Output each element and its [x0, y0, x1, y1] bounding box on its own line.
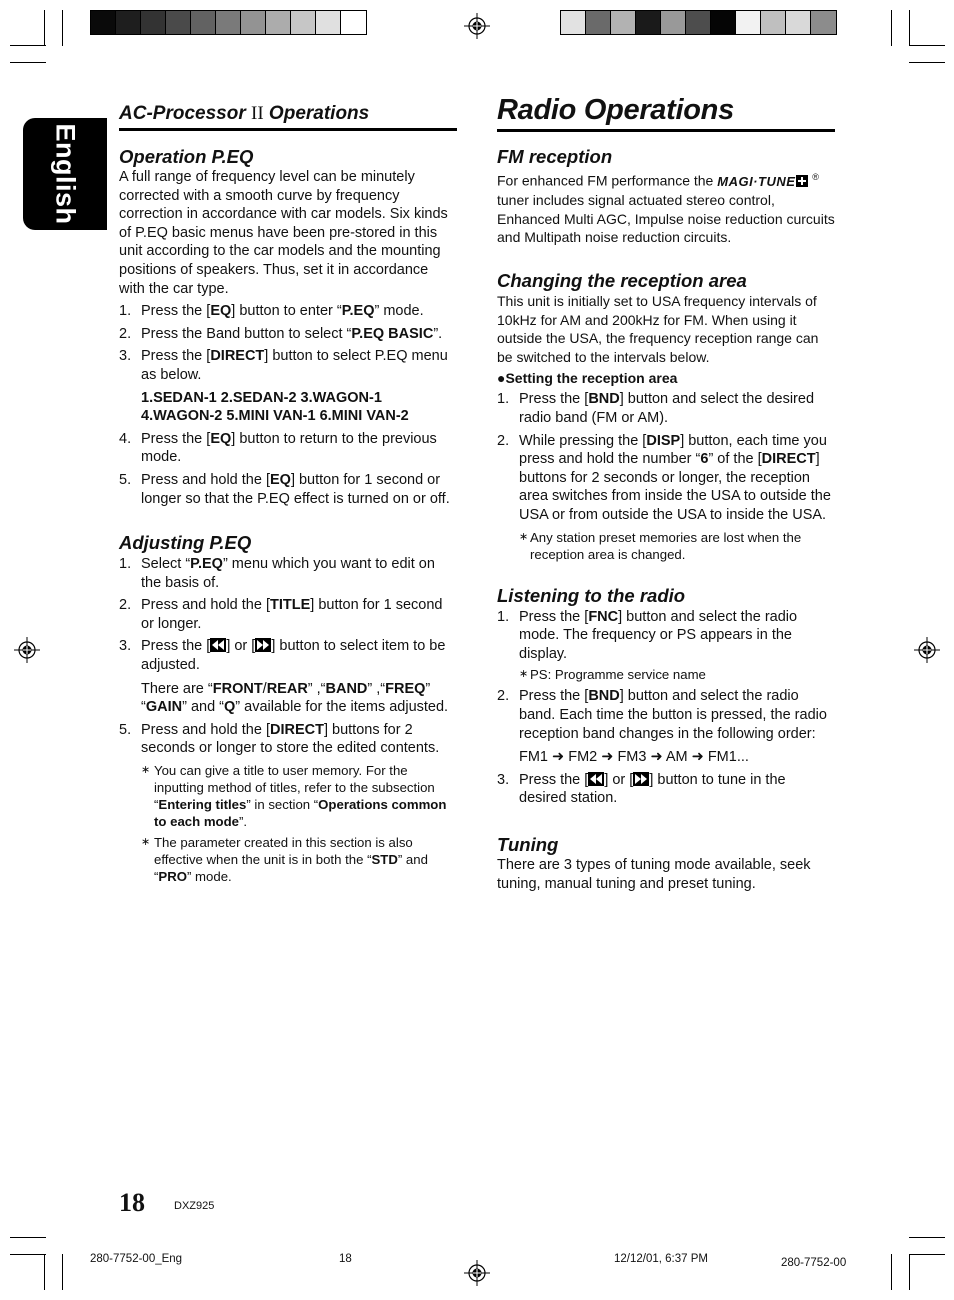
magi-tune-logo: MAGI·TUNE	[717, 173, 808, 191]
note: ∗ The parameter created in this section is also effective when the unit is in both the “STD” and “PRO” mode.	[141, 835, 428, 885]
footer-date: 12/12/01, 6:37 PM	[614, 1253, 708, 1265]
left-column	[119, 146, 457, 889]
color-swatch	[291, 11, 316, 34]
language-tab	[23, 118, 107, 230]
page-title: Radio Operations	[497, 94, 734, 126]
step-list	[497, 608, 837, 808]
list-item: 1. Press the [EQ] button to enter “P.EQ” mode.	[119, 303, 424, 320]
crop-mark	[10, 62, 46, 63]
crop-mark	[909, 45, 945, 46]
color-swatch	[586, 11, 611, 34]
color-swatch	[91, 11, 116, 34]
footer-file-name: 280-7752-00_Eng	[90, 1253, 183, 1265]
rewind-icon	[588, 772, 604, 786]
arrow-right-icon: ➜	[548, 749, 569, 766]
section-heading-listening: Listening to the radio	[497, 584, 686, 606]
list-item: 2. Press the [BND] button and select the radio band. Each time the button is pressed, the radio reception band changes in the following order: FM1 ➜ FM2 ➜ FM3 ➜ AM ➜ FM1...	[497, 687, 837, 766]
plus-box-icon	[796, 175, 808, 187]
fast-forward-icon	[255, 638, 271, 652]
list-item: 1. Press the [FNC] button and select the radio mode. The frequency or PS appears in the display. ∗ PS: Programme service name	[497, 608, 837, 684]
band-order	[519, 748, 837, 767]
list-item: 4. Press the [EQ] button to return to the previous mode.	[119, 430, 437, 466]
color-swatch	[711, 11, 736, 34]
crop-mark	[909, 1237, 945, 1238]
crop-mark	[891, 10, 892, 46]
section-subtitle: AC-Processor II Operations	[119, 103, 370, 124]
list-item: 2. Press the Band button to select “P.EQ BASIC”.	[119, 325, 443, 342]
footer-code: 280-7752-00	[781, 1257, 847, 1269]
paragraph: A full range of frequency level can be minutely corrected with a smooth curve by frequency correction in accordance with car models. Six kinds of P.EQ basic menus have been pre-stored in this unit according to the car models and the mounting positions of speakers. Thus, set it in accordance with the car type.	[119, 169, 448, 297]
band-label: FM1...	[707, 749, 749, 766]
step-list	[497, 390, 837, 524]
color-swatch	[761, 11, 786, 34]
color-swatch	[811, 11, 836, 34]
list-item: 2. While pressing the [DISP] button, each time you press and hold the number “6” of the [DIRECT] buttons for 2 seconds or longer, the reception area switches from inside the USA to outside the USA or from outside the USA to inside the USA.	[497, 432, 831, 523]
band-label: AM	[665, 749, 688, 766]
paragraph: This unit is initially set to USA frequency intervals of 10kHz for AM and 200kHz for FM. When using it outside the USA, the frequency reception range can be switched to the intervals below.	[497, 293, 819, 365]
model-number: DXZ925	[174, 1200, 215, 1212]
title-rule	[497, 129, 835, 132]
color-swatch	[341, 11, 366, 34]
crop-mark	[909, 10, 910, 46]
crop-mark	[44, 10, 45, 46]
band-label: FM3	[617, 749, 647, 766]
paragraph: For enhanced FM performance the MAGI·TUNE ® tuner includes signal actuated stereo control, Enhanced Multi AGC, Impulse noise reduction curcuits and Multipath noise reduction circuits.	[497, 172, 835, 245]
color-swatch	[141, 11, 166, 34]
note: ∗ PS: Programme service name	[519, 667, 706, 683]
section-heading-tuning: Tuning	[497, 833, 559, 855]
color-swatch	[216, 11, 241, 34]
arrow-right-icon: ➜	[646, 749, 666, 766]
color-calibration-bar-left	[90, 10, 367, 35]
arrow-right-icon: ➜	[597, 749, 618, 766]
color-swatch	[266, 11, 291, 34]
step-list	[119, 302, 457, 508]
list-item: 1. Select “P.EQ” menu which you want to edit on the basis of.	[119, 556, 435, 591]
color-swatch	[241, 11, 266, 34]
subheading-setting-reception-area: ●Setting the reception area	[497, 370, 678, 386]
crop-mark	[10, 1237, 46, 1238]
crop-mark	[10, 45, 46, 46]
color-swatch	[191, 11, 216, 34]
band-label: FM2	[568, 749, 598, 766]
registration-mark-icon	[464, 13, 490, 39]
list-item: 3. Press the [DIRECT] button to select P.EQ menu as below. 1.SEDAN-1 2.SEDAN-2 3.WAGON-1 4.WAGON-2 5.MINI VAN-1 6.MINI VAN-2	[119, 347, 457, 425]
color-swatch	[116, 11, 141, 34]
section-heading-operation-peq: Operation P.EQ	[119, 146, 254, 167]
arrow-right-icon: ➜	[687, 749, 708, 766]
color-swatch	[561, 11, 586, 34]
section-heading-reception-area: Changing the reception area	[497, 270, 747, 292]
registration-mark-icon	[464, 1260, 490, 1286]
note: ∗ Any station preset memories are lost when the reception area is changed.	[519, 529, 802, 562]
color-swatch	[636, 11, 661, 34]
color-swatch	[316, 11, 341, 34]
note: ∗ You can give a title to user memory. For the inputting method of titles, refer to the subsection “Entering titles” in section “Operations common to each mode”.	[141, 763, 447, 830]
list-item: 1. Press the [BND] button and select the desired radio band (FM or AM).	[497, 391, 815, 426]
crop-mark	[62, 1254, 63, 1290]
color-swatch	[786, 11, 811, 34]
color-swatch	[661, 11, 686, 34]
adjustable-items-text: There are “FRONT/REAR” ,“BAND” ,“FREQ” “GAIN” and “Q” available for the items adjusted.	[141, 680, 449, 716]
color-swatch	[686, 11, 711, 34]
list-item: 3. Press the [ ] or [ ] button to tune in the desired station.	[497, 771, 786, 807]
rewind-icon	[210, 638, 226, 652]
step-list	[119, 555, 457, 758]
subtitle-rule	[119, 128, 457, 131]
color-swatch	[166, 11, 191, 34]
list-item: 5. Press and hold the [DIRECT] buttons for 2 seconds or longer to store the edited contents.	[119, 721, 440, 757]
band-order-text	[519, 749, 749, 765]
color-swatch	[736, 11, 761, 34]
list-item: 3. Press the [ ] or [ ] button to select item to be adjusted. There are “FRONT/REAR” ,“BAND” ,“FREQ” “GAIN” and “Q” available for the items adjusted.	[119, 637, 457, 716]
crop-mark	[909, 1254, 910, 1290]
registration-mark-icon	[14, 637, 40, 663]
section-heading-fm-reception: FM reception	[497, 146, 613, 167]
crop-mark	[891, 1254, 892, 1290]
band-label: FM1	[519, 749, 548, 766]
list-item: 5. Press and hold the [EQ] button for 1 second or longer so that the P.EQ effect is turned on or off.	[119, 471, 450, 507]
crop-mark	[10, 1254, 46, 1255]
right-column	[497, 146, 837, 893]
list-item: 2. Press and hold the [TITLE] button for 1 second or longer.	[119, 597, 443, 632]
language-tab-label: English	[50, 123, 81, 225]
peq-menu-list: 1.SEDAN-1 2.SEDAN-2 3.WAGON-1 4.WAGON-2 5.MINI VAN-1 6.MINI VAN-2	[141, 389, 409, 425]
color-calibration-bar-right	[560, 10, 837, 35]
paragraph: There are 3 types of tuning mode available, seek tuning, manual tuning and preset tuning.	[497, 856, 811, 892]
fast-forward-icon	[633, 772, 649, 786]
crop-mark	[62, 10, 63, 46]
crop-mark	[44, 1254, 45, 1290]
page-number: 18	[119, 1188, 145, 1217]
crop-mark	[909, 1254, 945, 1255]
footer-page: 18	[339, 1253, 352, 1265]
registration-mark-icon	[914, 637, 940, 663]
bullet-icon: ●	[497, 370, 506, 386]
section-heading-adjusting-peq: Adjusting P.EQ	[119, 532, 252, 554]
color-swatch	[611, 11, 636, 34]
crop-mark	[909, 62, 945, 63]
